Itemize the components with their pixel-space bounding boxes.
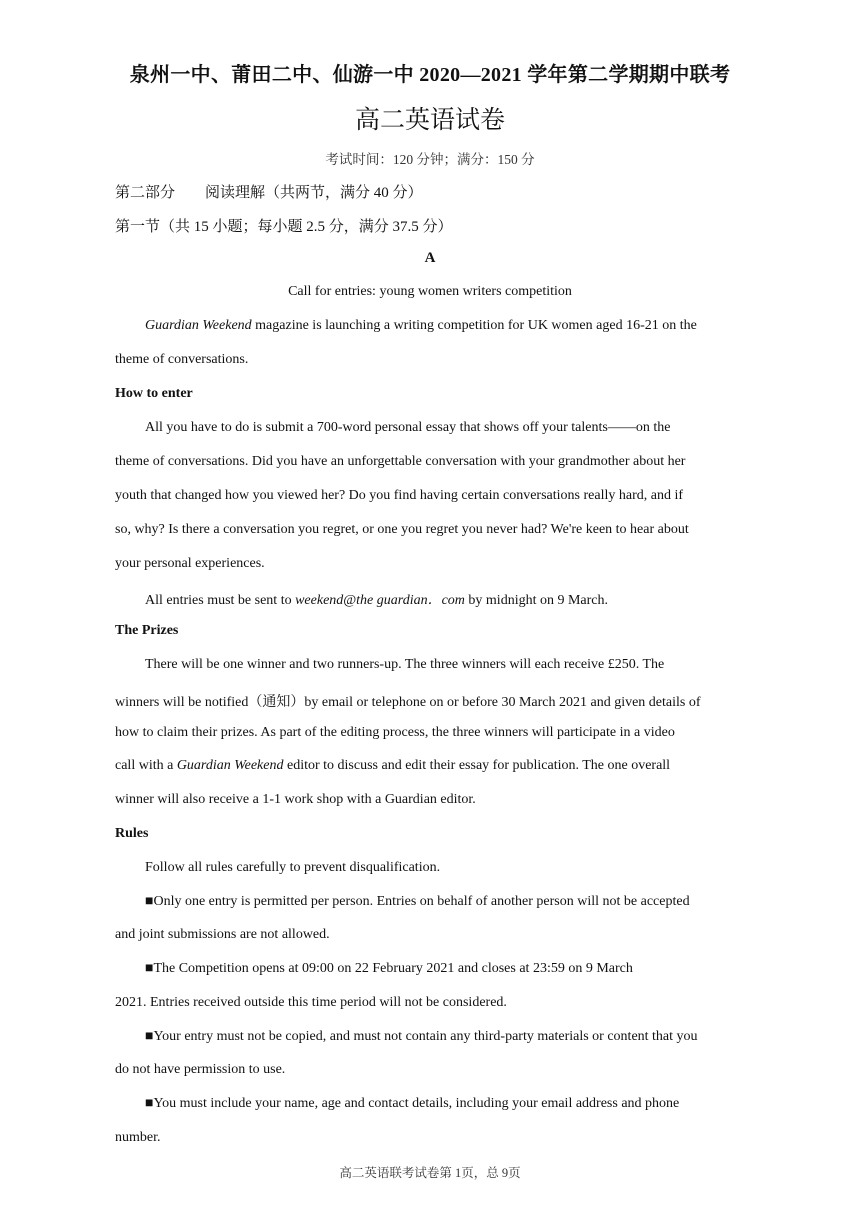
how-to-enter-heading: How to enter bbox=[115, 386, 193, 401]
intro-line-2: theme of conversations. bbox=[115, 352, 249, 367]
email-address: weekend@the guardian．com bbox=[295, 593, 465, 608]
rule-item-cont: number. bbox=[115, 1130, 161, 1145]
rule-item: ■The Competition opens at 09:00 on 22 February 2021 and closes at 23:59 on 9 March bbox=[145, 961, 633, 976]
paragraph-line: so, why? Is there a conversation you regret, or one you regret you never had? We're keen to hear about bbox=[115, 522, 689, 537]
magazine-name: Guardian Weekend bbox=[145, 318, 252, 333]
exam-title: 泉州一中、莆田二中、仙游一中 2020—2021 学年第二学期期中联考 bbox=[129, 64, 731, 86]
subject-title: 高二英语试卷 bbox=[354, 107, 505, 134]
prizes-heading: The Prizes bbox=[115, 623, 179, 638]
paragraph-line: All you have to do is submit a 700-word personal essay that shows off your talents——on the bbox=[145, 420, 671, 435]
paragraph-line: how to claim their prizes. As part of the editing process, the three winners will participate in a video bbox=[115, 725, 675, 740]
email-line bbox=[145, 589, 608, 609]
exam-info: 考试时间：120 分钟；满分：150 分 bbox=[325, 152, 535, 167]
paragraph-line: winner will also receive a 1-1 work shop with a Guardian editor. bbox=[115, 792, 476, 807]
email-post: by midnight on 9 March. bbox=[464, 593, 609, 608]
paragraph-line: winners will be notified（通知）by email or telephone on or before 30 March 2021 and given details of bbox=[115, 695, 701, 710]
magazine-name: Guardian Weekend bbox=[176, 758, 284, 773]
rule-item: ■You must include your name, age and contact details, including your email address and phone bbox=[145, 1096, 680, 1111]
rule-item: ■Only one entry is permitted per person. Entries on behalf of another person will not be accepted bbox=[145, 894, 690, 909]
paragraph-line: youth that changed how you viewed her? Do you find having certain conversations really hard, and if bbox=[115, 488, 683, 503]
page-footer: 高二英语联考试卷第 1页，总 9页 bbox=[339, 1166, 521, 1180]
intro-text: magazine is launching a writing competition for UK women aged 16-21 on the bbox=[251, 318, 697, 333]
text-span: call with a bbox=[115, 758, 177, 773]
rule-item-cont: do not have permission to use. bbox=[115, 1062, 286, 1077]
passage-letter: A bbox=[424, 250, 436, 266]
email-pre: All entries must be sent to bbox=[145, 593, 296, 608]
rules-intro: Follow all rules carefully to prevent disqualification. bbox=[145, 860, 441, 875]
part-heading: 第二部分 阅读理解（共两节，满分 40 分） bbox=[115, 185, 423, 201]
paragraph-line bbox=[115, 758, 670, 774]
paragraph-line: There will be one winner and two runners-up. The three winners will each receive £250. The bbox=[145, 657, 665, 672]
text-span: editor to discuss and edit their essay for publication. The one overall bbox=[283, 758, 671, 773]
rules-heading: Rules bbox=[115, 826, 149, 841]
rule-item-cont: and joint submissions are not allowed. bbox=[115, 927, 330, 942]
rule-item: ■Your entry must not be copied, and must not contain any third-party materials or content that you bbox=[145, 1029, 698, 1044]
rule-item-cont: 2021. Entries received outside this time period will not be considered. bbox=[115, 995, 507, 1010]
section-heading: 第一节（共 15 小题；每小题 2.5 分，满分 37.5 分） bbox=[115, 219, 453, 235]
intro-line-1 bbox=[145, 318, 697, 334]
passage-title: Call for entries: young women writers competition bbox=[288, 284, 572, 299]
paragraph-line: theme of conversations. Did you have an unforgettable conversation with your grandmother about her bbox=[115, 454, 686, 469]
paragraph-line: your personal experiences. bbox=[115, 556, 265, 571]
